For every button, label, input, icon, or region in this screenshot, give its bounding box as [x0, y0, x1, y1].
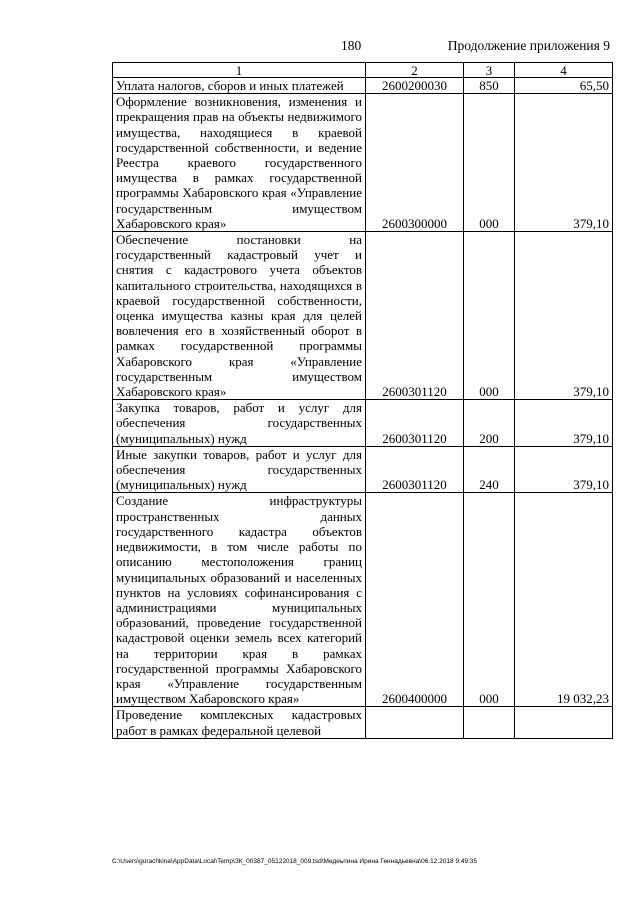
row-description: Проведение комплексных кадастровых работ в рамках федеральной целевой	[113, 707, 366, 738]
row-amount	[515, 707, 613, 738]
row-description: Оформление возникновения, изменения и прекращения прав на объекты недвижимого имущества, находящиеся в краевой государственной собственности, и ведение Реестра краевого государственного имущества в рамках государственной программы Хабаровского края «Управление государственным имуществом Хабаровского края»	[113, 94, 366, 232]
row-amount: 379,10	[515, 232, 613, 400]
row-expense-type: 000	[464, 94, 515, 232]
row-code: 2600300000	[366, 94, 464, 232]
table-row	[113, 400, 613, 447]
row-amount: 379,10	[515, 94, 613, 232]
file-path-footer: C:\Users\gurachkina\AppData\Local\Temp\ЗК_00387_05122018_009.tsd\Медеьпина Ирина Геннадьевна\06.12.2018 9:49:35	[112, 858, 478, 865]
row-expense-type: 200	[464, 400, 515, 447]
row-expense-type: 000	[464, 232, 515, 400]
row-amount: 379,10	[515, 400, 613, 447]
column-header: 1	[113, 63, 366, 78]
table-row	[113, 493, 613, 707]
table-row	[113, 232, 613, 400]
row-description: Создание инфраструктуры пространственных данных государственного кадастра объектов недвижимости, в том числе работы по описанию местоположения границ муниципальных образований и населенных пунктов на условиях софинансирования с администрациями муниципальных образований, проведение государственной кадастровой оценки земель всех категорий на территории края в рамках государственной программы Хабаровского края «Управление государственным имуществом Хабаровского края»	[113, 493, 366, 707]
table-row	[113, 94, 613, 232]
budget-table	[112, 62, 613, 739]
row-description: Иные закупки товаров, работ и услуг для обеспечения государственных (муниципальных) нужд	[113, 446, 366, 493]
table-row	[113, 707, 613, 738]
row-amount: 65,50	[515, 78, 613, 94]
row-expense-type: 000	[464, 493, 515, 707]
page-header	[0, 38, 640, 56]
continuation-label: Продолжение приложения 9	[447, 38, 610, 53]
row-expense-type: 240	[464, 446, 515, 493]
row-description: Уплата налогов, сборов и иных платежей	[113, 78, 366, 94]
row-amount: 19 032,23	[515, 493, 613, 707]
table-row	[113, 78, 613, 94]
row-code: 2600301120	[366, 400, 464, 447]
row-expense-type	[464, 707, 515, 738]
row-description: Обеспечение постановки на государственный кадастровый учет и снятия с кадастрового учета объектов капитального строительства, находящихся в краевой государственной собственности, оценка имущества казны края для целей вовлечения его в хозяйственный оборот в рамках государственной программы Хабаровского края «Управление государственным имуществом Хабаровского края»	[113, 232, 366, 400]
row-code: 2600400000	[366, 493, 464, 707]
table-header-row	[113, 63, 613, 78]
column-header: 4	[515, 63, 613, 78]
column-header: 3	[464, 63, 515, 78]
row-expense-type: 850	[464, 78, 515, 94]
row-code: 2600200030	[366, 78, 464, 94]
row-code	[366, 707, 464, 738]
row-code: 2600301120	[366, 232, 464, 400]
table-row	[113, 446, 613, 493]
column-header: 2	[366, 63, 464, 78]
row-description: Закупка товаров, работ и услуг для обеспечения государственных (муниципальных) нужд	[113, 400, 366, 447]
page-number: 180	[341, 38, 362, 53]
row-amount: 379,10	[515, 446, 613, 493]
row-code: 2600301120	[366, 446, 464, 493]
